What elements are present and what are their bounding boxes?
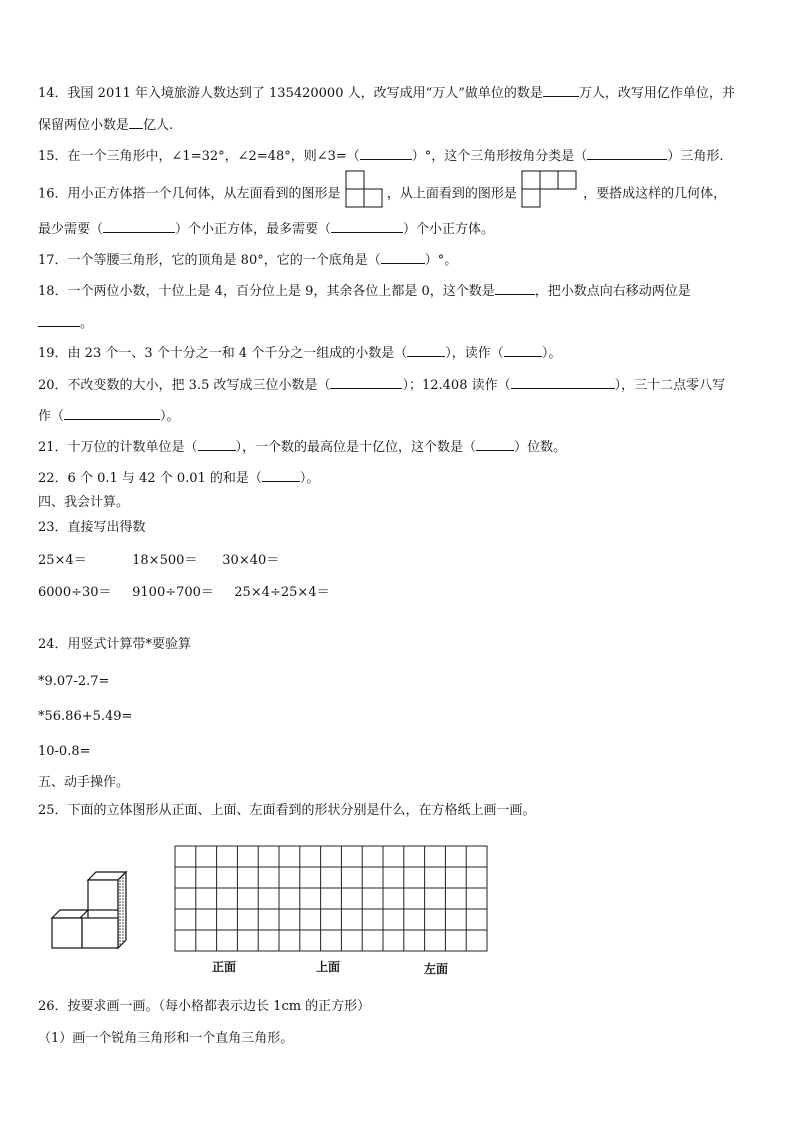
- question-16-line-2: [38, 220, 494, 238]
- view-label-front: 正面: [212, 960, 237, 974]
- q24-item-2: *56.86+5.49=: [38, 709, 133, 724]
- question-21: [38, 438, 566, 456]
- q16-blank-1[interactable]: [103, 220, 175, 233]
- q18-text-a: 18．一个两位小数，十位上是 4，百分位上是 9，其余各位上都是 0，这个数是: [38, 284, 495, 299]
- q16-blank-2[interactable]: [331, 220, 403, 233]
- q16-text-c: ，要搭成这样的几何体，: [583, 186, 727, 202]
- q18-text-c: 。: [80, 316, 94, 331]
- q19-text-a: 19．由 23 个一、3 个十分之一和 4 个千分之一组成的小数是（: [38, 346, 408, 361]
- q14-text-a: 14．我国 2011 年入境旅游人数达到了 135420000 人，改写成用“万人”做单位的数是: [38, 86, 543, 101]
- q14-blank-2[interactable]: [129, 116, 143, 129]
- q15-text-a: 15．在一个三角形中，∠1=32°，∠2=48°，则∠3=（: [38, 149, 360, 164]
- q20-blank-3[interactable]: [64, 407, 160, 420]
- q15-blank-2[interactable]: [587, 147, 667, 160]
- question-23-row-1: [38, 553, 279, 569]
- view-label-top: 上面: [316, 960, 341, 974]
- q14-blank-1[interactable]: [543, 84, 579, 97]
- q21-text-c: ）位数。: [514, 440, 567, 455]
- q16-text-b: ，从上面看到的图形是: [386, 186, 517, 202]
- q21-text-b: ），一个数的最高位是十亿位，这个数是（: [235, 440, 477, 455]
- question-18-line-2: [38, 314, 93, 332]
- q15-text-c: ）三角形.: [667, 149, 724, 164]
- q14-text-c: 保留两位小数是: [38, 118, 130, 133]
- q18-blank-1[interactable]: [495, 282, 535, 295]
- q22-blank[interactable]: [262, 469, 300, 482]
- q15-text-b: ）°，这个三角形按角分类是（: [411, 149, 588, 164]
- q16-text-f: ）个小正方体。: [403, 222, 495, 237]
- view-label-left: 左面: [424, 962, 449, 976]
- left-view-figure: [345, 170, 383, 208]
- q24-item-1: *9.07-2.7=: [38, 674, 110, 689]
- q20-blank-2[interactable]: [511, 376, 615, 389]
- question-26-title: 26．按要求画一画。（每小格都表示边长 1cm 的正方形）: [38, 999, 371, 1014]
- q19-blank-2[interactable]: [504, 344, 542, 357]
- question-18-line-1: [38, 282, 691, 300]
- q22-text-b: ）。: [299, 471, 320, 486]
- q17-text-a: 17．一个等腰三角形，它的顶角是 80°，它的一个底角是（: [38, 253, 381, 268]
- q16-text-a: 16．用小正方体搭一个几何体，从左面看到的图形是: [38, 186, 341, 202]
- q19-text-b: ），读作（: [445, 346, 504, 361]
- q23-item-1: 25×4＝: [38, 553, 87, 568]
- q20-text-e: ）。: [160, 409, 180, 424]
- question-23-row-2: [38, 585, 330, 601]
- question-17: [38, 251, 457, 269]
- question-23-title: 23．直接写出得数: [38, 520, 146, 535]
- question-15: [38, 147, 723, 165]
- question-20-line-2: [38, 407, 180, 425]
- q23-item-4: 6000÷30＝: [38, 585, 112, 600]
- q21-blank-2[interactable]: [476, 438, 514, 451]
- question-26-sub-1: （1）画一个锐角三角形和一个直角三角形。: [38, 1031, 294, 1046]
- q23-item-5: 9100÷700＝: [132, 585, 214, 600]
- q23-item-2: 18×500＝: [132, 553, 198, 568]
- q18-text-b: ，把小数点向右移动两位是: [534, 284, 691, 299]
- question-19: [38, 344, 561, 362]
- q19-text-c: ）。: [541, 346, 562, 361]
- q21-blank-1[interactable]: [198, 438, 236, 451]
- top-view-figure: [521, 170, 579, 208]
- q14-text-b: 万人，改写用亿作单位，并: [578, 86, 735, 101]
- section-5-heading: 五、动手操作。: [38, 775, 130, 790]
- q19-blank-1[interactable]: [407, 344, 445, 357]
- cube-solid-figure: [50, 868, 130, 952]
- question-22: [38, 469, 319, 487]
- question-20-line-1: [38, 376, 725, 394]
- q22-text-a: 22．6 个 0.1 与 42 个 0.01 的和是（: [38, 471, 262, 486]
- q23-item-6: 25×4÷25×4＝: [234, 585, 330, 600]
- q20-text-a: 20．不改变数的大小，把 3.5 改写成三位小数是（: [38, 378, 331, 393]
- q23-item-3: 30×40＝: [222, 553, 280, 568]
- q17-text-b: ）°。: [424, 253, 458, 268]
- question-25-title: 25．下面的立体图形从正面、上面、左面看到的形状分别是什么，在方格纸上画一画。: [38, 803, 536, 818]
- q24-item-3: 10-0.8=: [38, 744, 91, 759]
- q20-text-b: ）；12.408 读作（: [402, 378, 511, 393]
- q21-text-a: 21．十万位的计数单位是（: [38, 440, 198, 455]
- question-14-line-2: [38, 116, 173, 134]
- question-14-line-1: [38, 84, 735, 102]
- q20-text-c: ），三十二点零八写: [614, 378, 726, 393]
- question-24-title: 24．用竖式计算带*要验算: [38, 637, 192, 652]
- q16-text-d: 最少需要（: [38, 222, 104, 237]
- section-4-heading: 四、我会计算。: [38, 495, 130, 510]
- q20-text-d: 作（: [38, 409, 65, 424]
- question-16-line-1: [38, 180, 726, 208]
- q20-blank-1[interactable]: [330, 376, 402, 389]
- q15-blank-1[interactable]: [360, 147, 412, 160]
- q17-blank[interactable]: [381, 251, 425, 264]
- q18-blank-2[interactable]: [38, 314, 80, 327]
- q14-text-d: 亿人.: [143, 118, 174, 133]
- q16-text-e: ）个小正方体，最多需要（: [175, 222, 332, 237]
- drawing-grid[interactable]: [174, 845, 490, 955]
